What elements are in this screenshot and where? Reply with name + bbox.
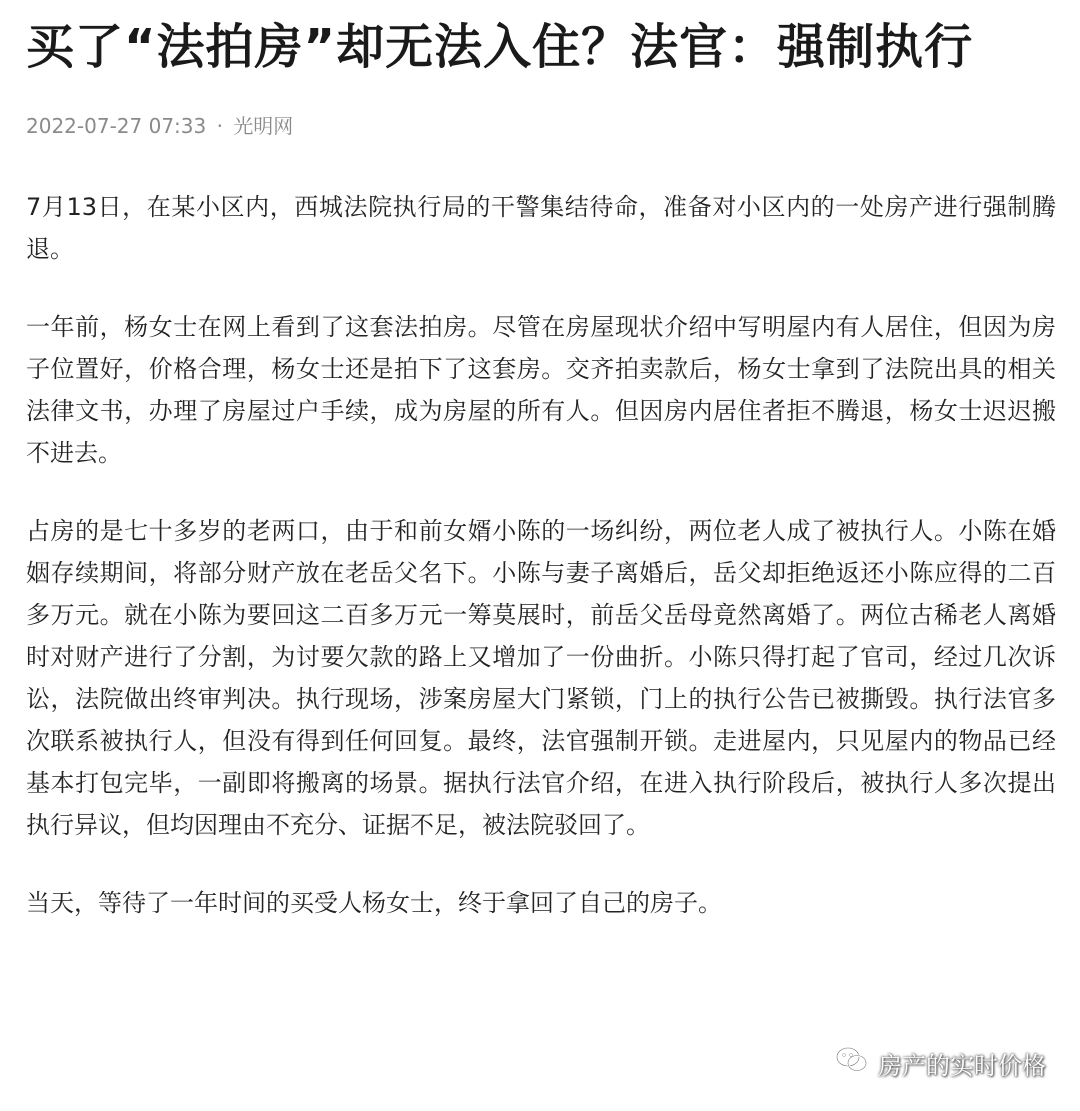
paragraph: 当天，等待了一年时间的买受人杨女士，终于拿回了自己的房子。 bbox=[26, 889, 722, 917]
source-name: 光明网 bbox=[233, 114, 294, 138]
article bbox=[26, 12, 1056, 924]
watermark bbox=[834, 1045, 1046, 1081]
publish-date: 2022-07-27 07:33 bbox=[26, 114, 207, 138]
article-title: 买了“法拍房”却无法入住？法官：强制执行 bbox=[26, 19, 974, 75]
paragraph: 7月13日，在某小区内，西城法院执行局的干警集结待命，准备对小区内的一处房产进行强制腾退。 bbox=[26, 193, 1056, 263]
article-meta bbox=[26, 112, 1056, 140]
watermark-text: 房产的实时价格 bbox=[878, 1051, 1046, 1080]
meta-separator: · bbox=[216, 114, 223, 138]
paragraph: 一年前，杨女士在网上看到了这套法拍房。尽管在房屋现状介绍中写明屋内有人居住，但因为房子位置好，价格合理，杨女士还是拍下了这套房。交齐拍卖款后，杨女士拿到了法院出具的相关法律文书，办理了房屋过户手续，成为房屋的所有人。但因房内居住者拒不腾退，杨女士迟迟搬不进去。 bbox=[26, 313, 1056, 467]
article-body bbox=[26, 186, 1056, 924]
wechat-icon bbox=[834, 1045, 870, 1081]
paragraph: 占房的是七十多岁的老两口，由于和前女婿小陈的一场纠纷，两位老人成了被执行人。小陈在婚姻存续期间，将部分财产放在老岳父名下。小陈与妻子离婚后，岳父却拒绝返还小陈应得的二百多万元。就在小陈为要回这二百多万元一筹莫展时，前岳父岳母竟然离婚了。两位古稀老人离婚时对财产进行了分割，为讨要欠款的路上又增加了一份曲折。小陈只得打起了官司，经过几次诉讼，法院做出终审判决。执行现场，涉案房屋大门紧锁，门上的执行公告已被撕毁。执行法官多次联系被执行人，但没有得到任何回复。最终，法官强制开锁。走进屋内，只见屋内的物品已经基本打包完毕，一副即将搬离的场景。据执行法官介绍，在进入执行阶段后，被执行人多次提出执行异议，但均因理由不充分、证据不足，被法院驳回了。 bbox=[26, 517, 1056, 839]
